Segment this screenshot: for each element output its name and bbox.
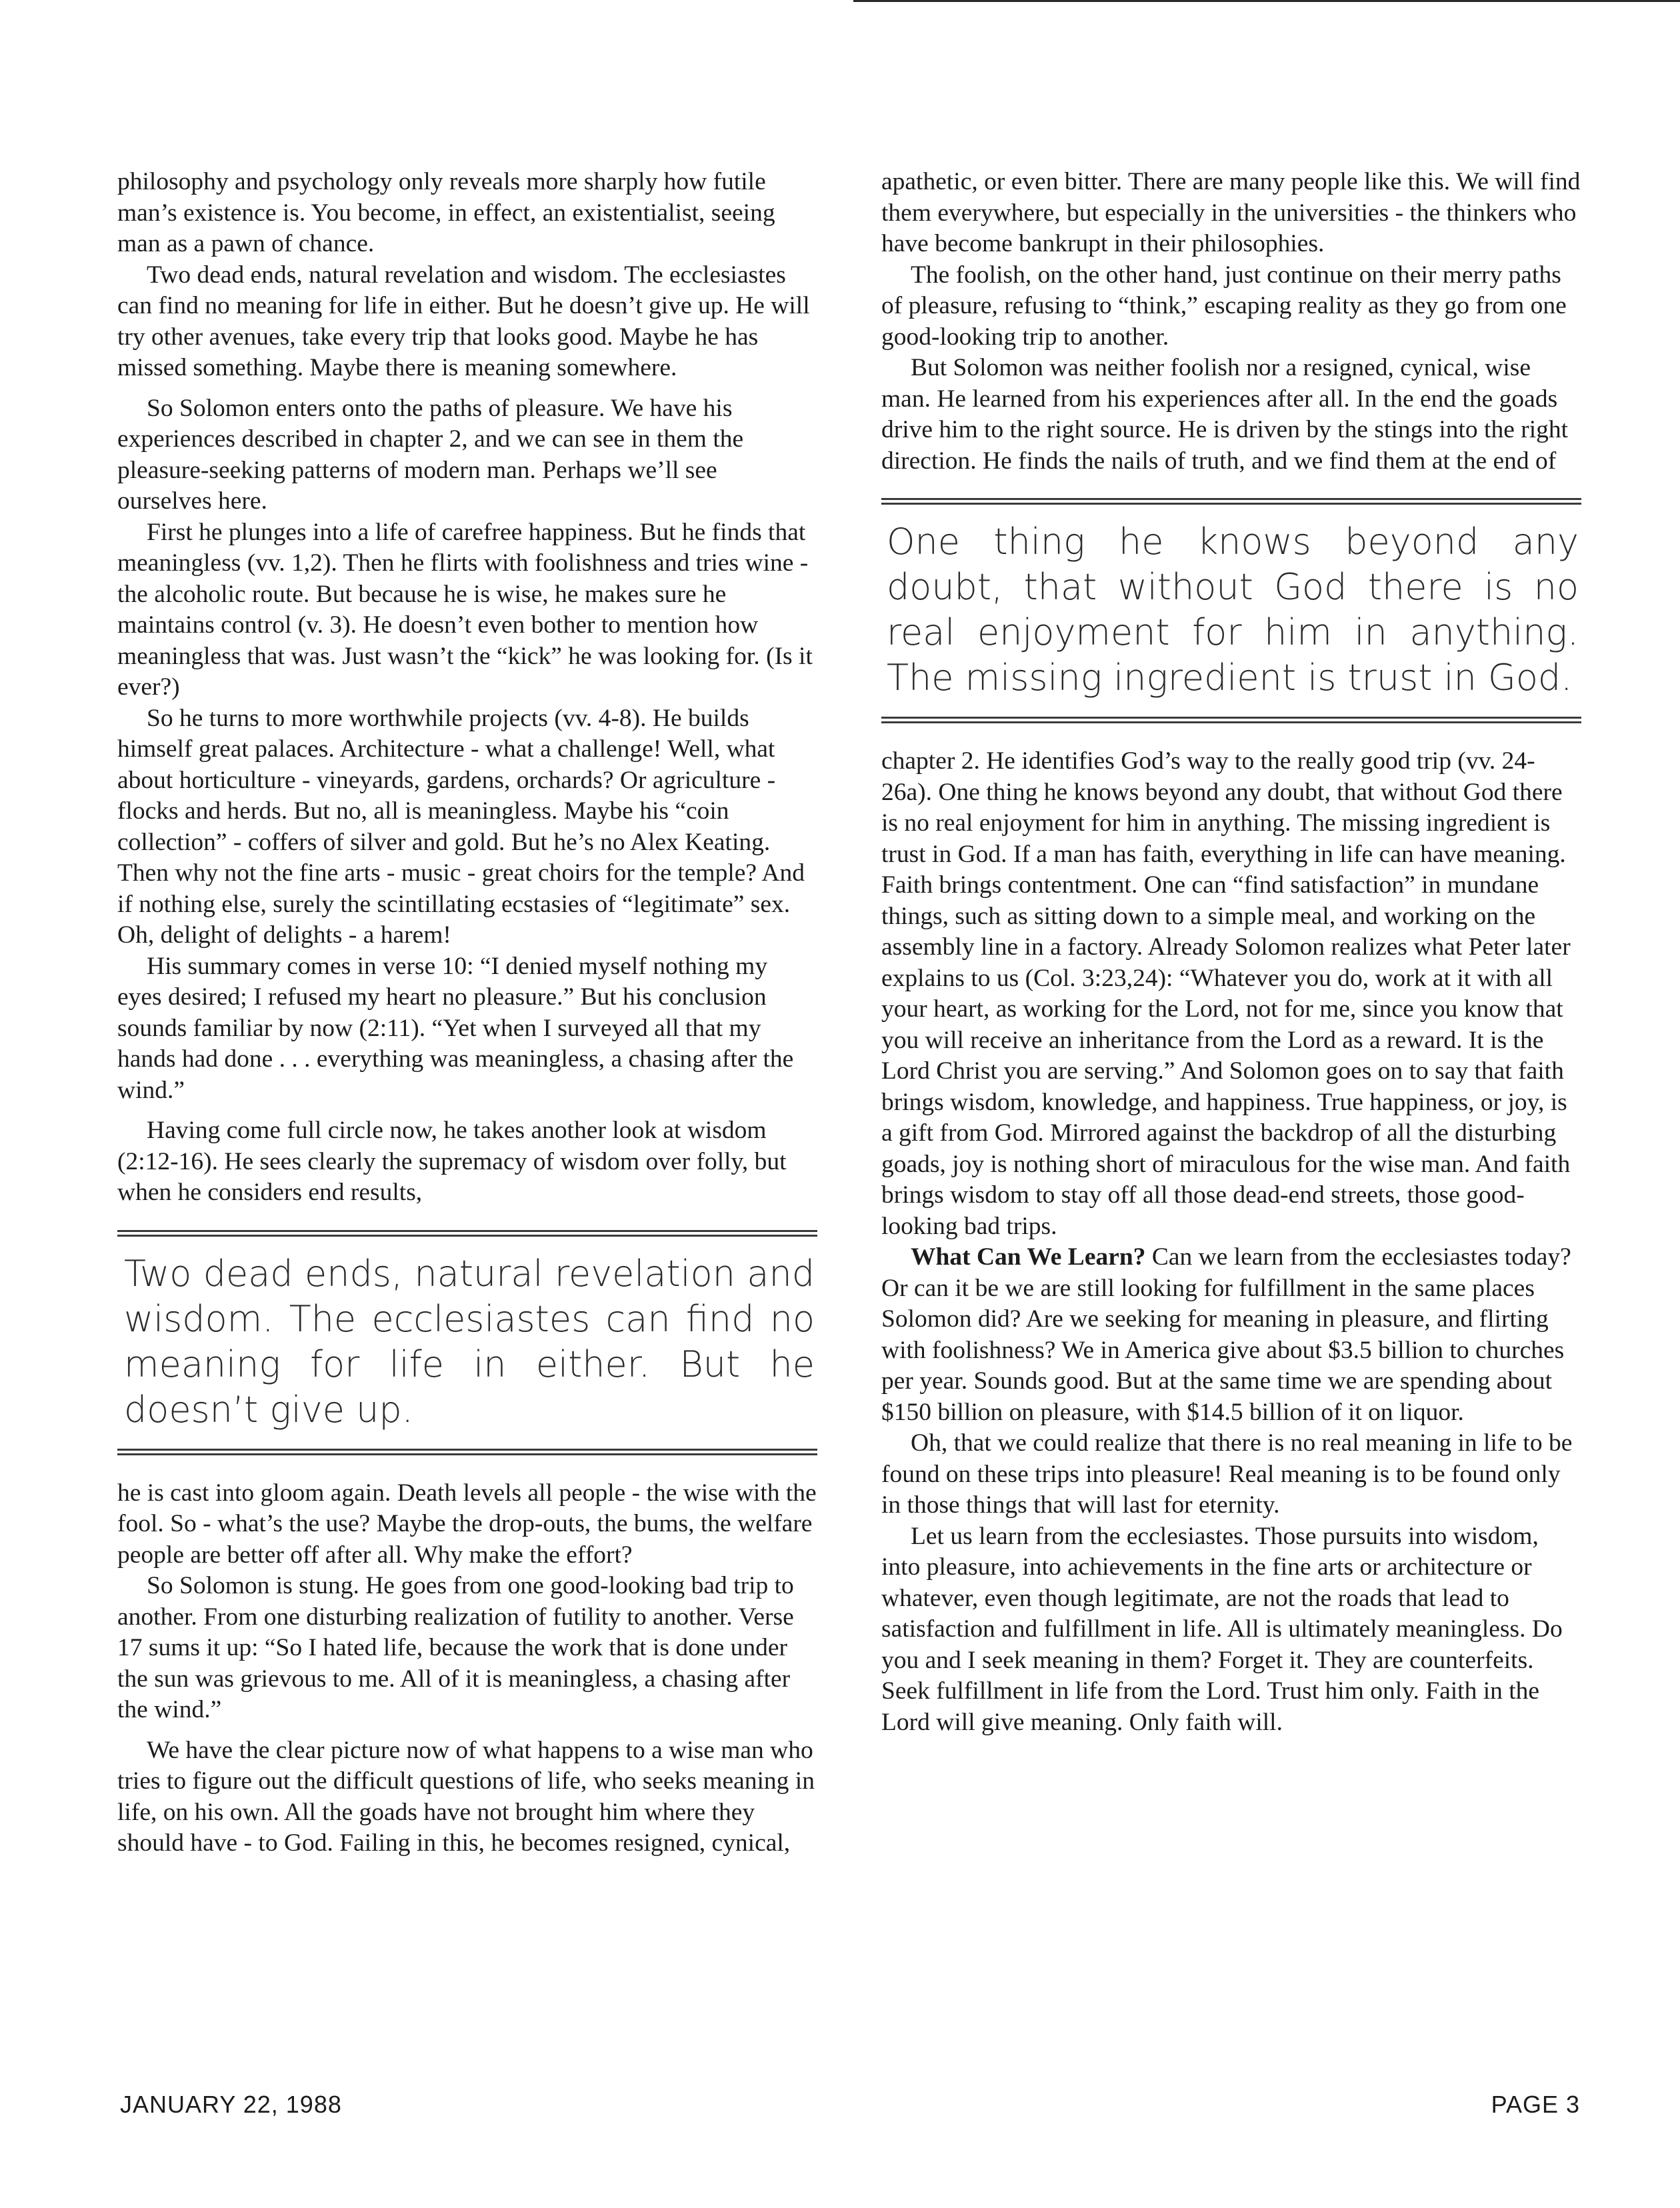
- paragraph-text: His summary comes in verse 10: “I denied myself nothing my eyes desired; I refused my heart no pleasure.” But his conclusion sounds familiar by now (2:11). “Yet when I surveyed all that my hands had done . . . everything was meaningless, a chasing after the wind.”: [117, 952, 794, 1104]
- body-paragraph: [117, 1571, 817, 1726]
- body-paragraph: [117, 1478, 817, 1571]
- body-paragraph: [117, 167, 817, 260]
- paragraph-text: chapter 2. He identifies God’s way to the really good trip (vv. 24-26a). One thing he knows beyond any doubt, that without God there is no real enjoyment for him in anything. The missing ingredient is trust in God. If a man has faith, everything in life can have meaning. Faith brings contentment. One can “find satisfaction” in mundane things, such as sitting down to a simple meal, and working on the assembly line in a factory. Already Solomon realizes what Peter later explains to us (Col. 3:23,24): “Whatever you do, work at it with all your heart, as working for the Lord, not for me, since you know that you will receive an inheritance from the Lord as a reward. It is the Lord Christ you are serving.” And Solomon goes on to say that faith brings wisdom, knowledge, and happiness. True happiness, or joy, is a gift from God. Mirrored against the backdrop of all the disturbing goads, joy is nothing short of miraculous for the wise man. And faith brings wisdom to stay off all those dead-end streets, those good-looking bad trips.: [881, 747, 1571, 1240]
- body-paragraph: [881, 1428, 1581, 1521]
- paragraph-text: apathetic, or even bitter. There are many people like this. We will find them everywhere, but especially in the universities - the thinkers who have become bankrupt in their philosophies.: [881, 168, 1581, 257]
- pull-quote-right: [881, 498, 1581, 723]
- body-paragraph: [881, 746, 1581, 1242]
- right-body-bottom: [881, 746, 1581, 1738]
- pull-quote-left: [117, 1230, 817, 1455]
- paragraph-text: Oh, that we could realize that there is no real meaning in life to be found on these trips into pleasure! Real meaning is to be found only in those things that will last for eternity.: [881, 1429, 1573, 1519]
- paragraph-text: First he plunges into a life of carefree happiness. But he finds that meaningless (vv. 1,2). Then he flirts with foolishness and tries wine - the alcoholic route. But because he is wise, he makes sure he maintains control (v. 3). He doesn’t even bother to mention how meaningless that was. Just wasn’t the “kick” he was looking for. (Is it ever?): [117, 518, 813, 701]
- left-body-bottom: [117, 1478, 817, 1859]
- body-paragraph: [881, 260, 1581, 353]
- pull-quote-text: One thing he knows beyond any doubt, that without God there is no real enjoyment for him in anything. The missing ingredient is trust in God.: [887, 521, 1579, 699]
- paragraph-text: So Solomon enters onto the paths of pleasure. We have his experiences described in chapter 2, and we can see in them the pleasure-seeking patterns of modern man. Perhaps we’ll see ourselves here.: [117, 394, 744, 515]
- pull-quote-bottom-rule: [881, 717, 1581, 723]
- section-heading: What Can We Learn?: [911, 1243, 1146, 1271]
- right-body-top: [881, 167, 1581, 477]
- body-paragraph: [117, 260, 817, 384]
- body-paragraph: [117, 393, 817, 517]
- paragraph-text: he is cast into gloom again. Death levels all people - the wise with the fool. So - what’s the use? Maybe the drop-outs, the bums, the welfare people are better off after all. Why make the effort?: [117, 1479, 817, 1569]
- body-paragraph: [117, 703, 817, 951]
- body-paragraph: [117, 951, 817, 1107]
- paragraph-text: So he turns to more worthwhile projects (vv. 4-8). He builds himself great palaces. Architecture - what a challenge! Well, what about horticulture - vineyards, gardens, orchards? Or agriculture - flocks and herds. But no, all is meaningless. Maybe his “coin collection” - coffers of silver and gold. But he’s no Alex Keating. Then why not the fine arts - music - great choirs for the temple? And if nothing else, surely the scintillating ecstasies of “legitimate” sex. Oh, delight of delights - a harem!: [117, 704, 805, 949]
- paragraph-text: Having come full circle now, he takes another look at wisdom (2:12-16). He sees clearly the supremacy of wisdom over folly, but when he considers end results,: [117, 1117, 787, 1206]
- paragraph-text: Can we learn from the ecclesiastes today? Or can it be we are still looking for fulfillment in the same places Solomon did? Are we seeking for meaning in pleasure, and flirting with foolishness? We in America give about $3.5 billion to churches per year. Sounds good. But at the same time we are spending about $150 billion on pleasure, with $14.5 billion of it on liquor.: [881, 1243, 1571, 1426]
- paragraph-text: So Solomon is stung. He goes from one good-looking bad trip to another. From one disturbing realization of futility to another. Verse 17 sums it up: “So I hated life, because the work that is done under the sun was grievous to me. All of it is meaningless, a chasing after the wind.”: [117, 1572, 794, 1723]
- paragraph-text: We have the clear picture now of what happens to a wise man who tries to figure out the difficult questions of life, who seeks meaning in life, on his own. All the goads have not brought him where they should have - to God. Failing in this, he becomes resigned, cynical,: [117, 1736, 815, 1857]
- pull-quote-bottom-rule: [117, 1449, 817, 1455]
- page-number: PAGE 3: [1491, 2091, 1580, 2118]
- body-paragraph: [117, 1735, 817, 1859]
- issue-date: JANUARY 22, 1988: [120, 2091, 342, 2118]
- top-edge-rule: [853, 0, 1680, 2]
- pull-quote-top-rule: [117, 1230, 817, 1237]
- body-paragraph: [881, 353, 1581, 477]
- paragraph-text: Let us learn from the ecclesiastes. Those pursuits into wisdom, into pleasure, into achievements in the fine arts or architecture or whatever, even though legitimate, are not the roads that lead to satisfaction and fulfillment in life. All is ultimately meaningless. Do you and I seek meaning in them? Forget it. They are counterfeits. Seek fulfillment in life from the Lord. Trust him only. Faith in the Lord will give meaning. Only faith will.: [881, 1522, 1563, 1736]
- paragraph-text: Two dead ends, natural revelation and wisdom. The ecclesiastes can find no meaning for life in either. But he doesn’t give up. He will try other avenues, take every trip that looks good. Maybe he has missed something. Maybe there is meaning somewhere.: [117, 261, 810, 381]
- body-paragraph: [881, 167, 1581, 260]
- paragraph-text: But Solomon was neither foolish nor a resigned, cynical, wise man. He learned from his experiences after all. In the end the goads drive him to the right source. He is driven by the stings into the right direction. He finds the nails of truth, and we find them at the end of: [881, 354, 1569, 475]
- left-column: [117, 167, 817, 1859]
- right-column: [881, 167, 1581, 1738]
- paragraph-text: philosophy and psychology only reveals more sharply how futile man’s existence is. You become, in effect, an existentialist, seeing man as a pawn of chance.: [117, 168, 775, 257]
- body-paragraph: [117, 1115, 817, 1209]
- body-paragraph: [117, 517, 817, 703]
- body-paragraph: [881, 1242, 1581, 1428]
- paragraph-text: The foolish, on the other hand, just continue on their merry paths of pleasure, refusing to “think,” escaping reality as they go from one good-looking trip to another.: [881, 261, 1567, 351]
- left-body-top: [117, 167, 817, 1209]
- pull-quote-text: Two dead ends, natural revelation and wisdom. The ecclesiastes can find no meaning for life in either. But he doesn’t give up.: [124, 1252, 815, 1431]
- body-paragraph: [881, 1521, 1581, 1739]
- pull-quote-top-rule: [881, 498, 1581, 505]
